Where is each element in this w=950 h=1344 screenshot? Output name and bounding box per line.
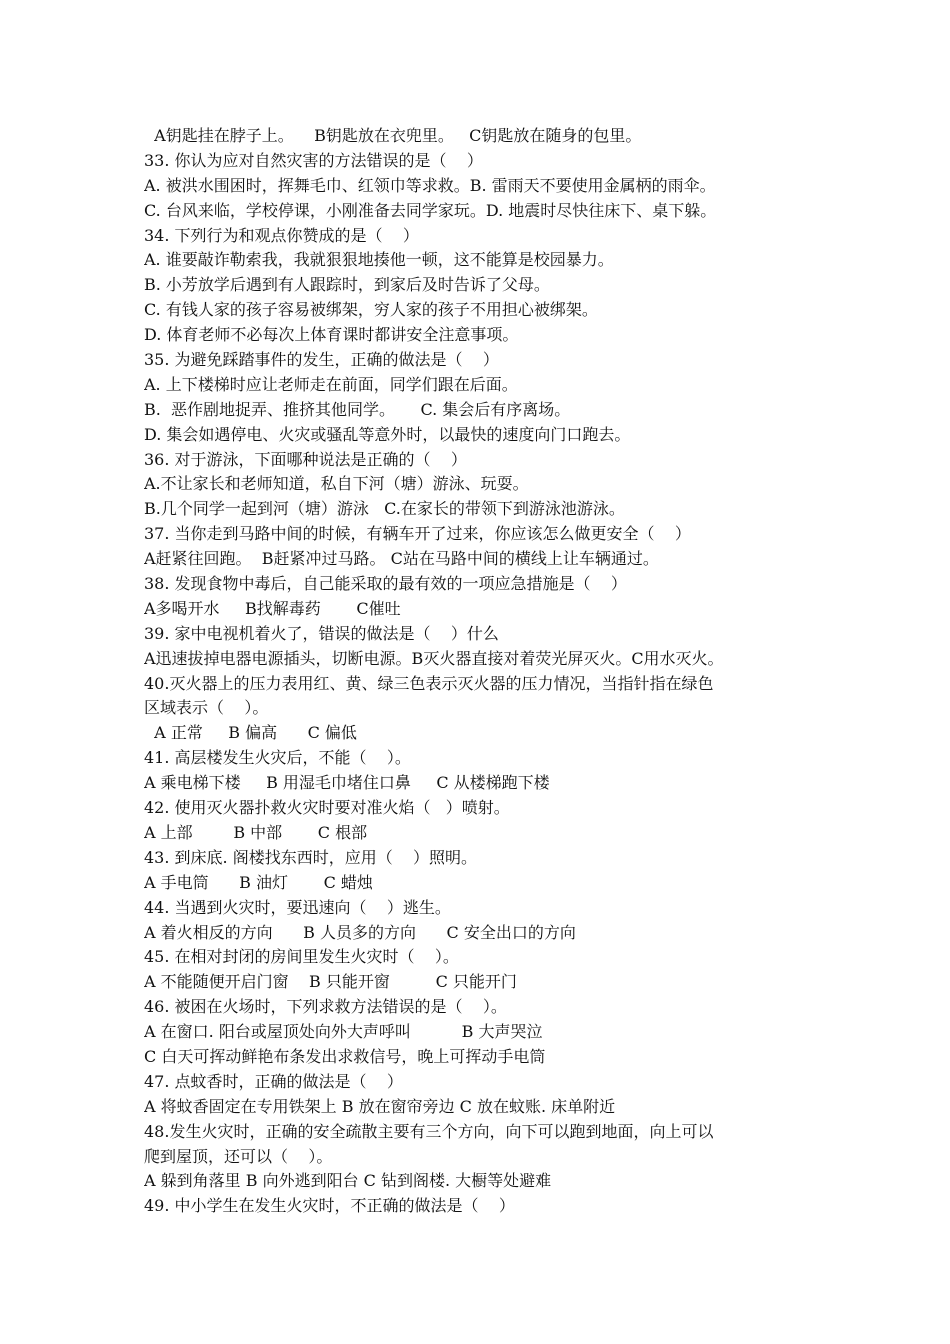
question-33: 33. 你认为应对自然灾害的方法错误的是（ ） xyxy=(144,150,483,170)
text-line: A. 被洪水围困时，挥舞毛巾、红领巾等求救。B. 雷雨天不要使用金属柄的雨伞。 xyxy=(144,175,716,195)
text-line: C. 台风来临，学校停课，小刚准备去同学家玩。D. 地震时尽快往床下、桌下躲。 xyxy=(144,200,717,220)
text-line: D. 集会如遇停电、火灾或骚乱等意外时，以最快的速度向门口跑去。 xyxy=(144,424,631,444)
question-41: 41. 高层楼发生火灾后，不能（ ）。 xyxy=(144,748,411,768)
question-42: 42. 使用灭火器扑救火灾时要对准火焰（ ）喷射。 xyxy=(144,798,510,818)
text-line: C 白天可挥动鲜艳布条发出求救信号，晚上可挥动手电筒 xyxy=(144,1046,546,1066)
text-line: A.不让家长和老师知道，私自下河（塘）游泳、玩耍。 xyxy=(144,474,529,494)
question-44: 44. 当遇到火灾时，要迅速向（ ）逃生。 xyxy=(144,897,451,917)
question-text-block xyxy=(144,124,834,1219)
question-43: 43. 到床底. 阁楼找东西时，应用（ ）照明。 xyxy=(144,847,478,867)
question-39: 39. 家中电视机着火了，错误的做法是（ ）什么 xyxy=(144,623,499,643)
question-49: 49. 中小学生在发生火灾时，不正确的做法是（ ） xyxy=(144,1196,515,1216)
text-line: 区域表示（ ）。 xyxy=(144,698,269,718)
question-37: 37. 当你走到马路中间的时候，有辆车开了过来，你应该怎么做更安全（ ） xyxy=(144,524,691,544)
text-line: A. 上下楼梯时应让老师走在前面，同学们跟在后面。 xyxy=(144,374,518,394)
text-line: B. 恶作剧地捉弄、推挤其他同学。 C. 集会后有序离场。 xyxy=(144,399,571,419)
text-line: 爬到屋顶，还可以（ ）。 xyxy=(144,1146,333,1166)
text-line: A 不能随便开启门窗 B 只能开窗 C 只能开门 xyxy=(144,972,517,992)
text-line: A 躲到角落里 B 向外逃到阳台 C 钻到阁楼. 大橱等处避难 xyxy=(144,1171,552,1191)
text-line: A 乘电梯下楼 B 用湿毛巾堵住口鼻 C 从楼梯跑下楼 xyxy=(144,773,550,793)
question-35: 35. 为避免踩踏事件的发生，正确的做法是（ ） xyxy=(144,350,499,370)
text-line: A 手电筒 B 油灯 C 蜡烛 xyxy=(144,872,373,892)
text-line: A 将蚊香固定在专用铁架上 B 放在窗帘旁边 C 放在蚊账. 床单附近 xyxy=(144,1096,616,1116)
question-34: 34. 下列行为和观点你赞成的是（ ） xyxy=(144,225,419,245)
text-line: A. 谁要敲诈勒索我，我就狠狠地揍他一顿，这不能算是校园暴力。 xyxy=(144,250,614,270)
text-line: A多喝开水 B找解毒药 C催吐 xyxy=(144,598,401,618)
text-line: A 上部 B 中部 C 根部 xyxy=(144,822,368,842)
text-line: A 正常 B 偏高 C 偏低 xyxy=(144,723,357,743)
text-line: D. 体育老师不必每次上体育课时都讲安全注意事项。 xyxy=(144,325,519,345)
text-line: A迅速拔掉电器电源插头，切断电源。B灭火器直接对着荧光屏灭火。C用水灭火。 xyxy=(144,648,724,668)
text-line: B. 小芳放学后遇到有人跟踪时，到家后及时告诉了父母。 xyxy=(144,275,550,295)
question-45: 45. 在相对封闭的房间里发生火灾时（ ）。 xyxy=(144,947,459,967)
text-line: C. 有钱人家的孩子容易被绑架，穷人家的孩子不用担心被绑架。 xyxy=(144,300,598,320)
question-40: 40.灭火器上的压力表用红、黄、绿三色表示灭火器的压力情况，当指针指在绿色 xyxy=(144,673,714,693)
question-48: 48.发生火灾时，正确的安全疏散主要有三个方向，向下可以跑到地面，向上可以 xyxy=(144,1121,714,1141)
question-36: 36. 对于游泳，下面哪种说法是正确的（ ） xyxy=(144,449,467,469)
text-line: A 着火相反的方向 B 人员多的方向 C 安全出口的方向 xyxy=(144,922,576,942)
text-line: A赶紧往回跑。 B赶紧冲过马路。 C站在马路中间的横线上让车辆通过。 xyxy=(144,549,659,569)
text-line: B.几个同学一起到河（塘）游泳 C.在家长的带领下到游泳池游泳。 xyxy=(144,499,625,519)
text-line: A 在窗口. 阳台或屋顶处向外大声呼叫 B 大声哭泣 xyxy=(144,1022,543,1042)
question-47: 47. 点蚊香时，正确的做法是（ ） xyxy=(144,1071,403,1091)
question-46: 46. 被困在火场时，下列求救方法错误的是（ ）。 xyxy=(144,997,507,1017)
text-line: A钥匙挂在脖子上。 B钥匙放在衣兜里。 C钥匙放在随身的包里。 xyxy=(144,126,642,145)
question-38: 38. 发现食物中毒后，自己能采取的最有效的一项应急措施是（ ） xyxy=(144,574,627,594)
